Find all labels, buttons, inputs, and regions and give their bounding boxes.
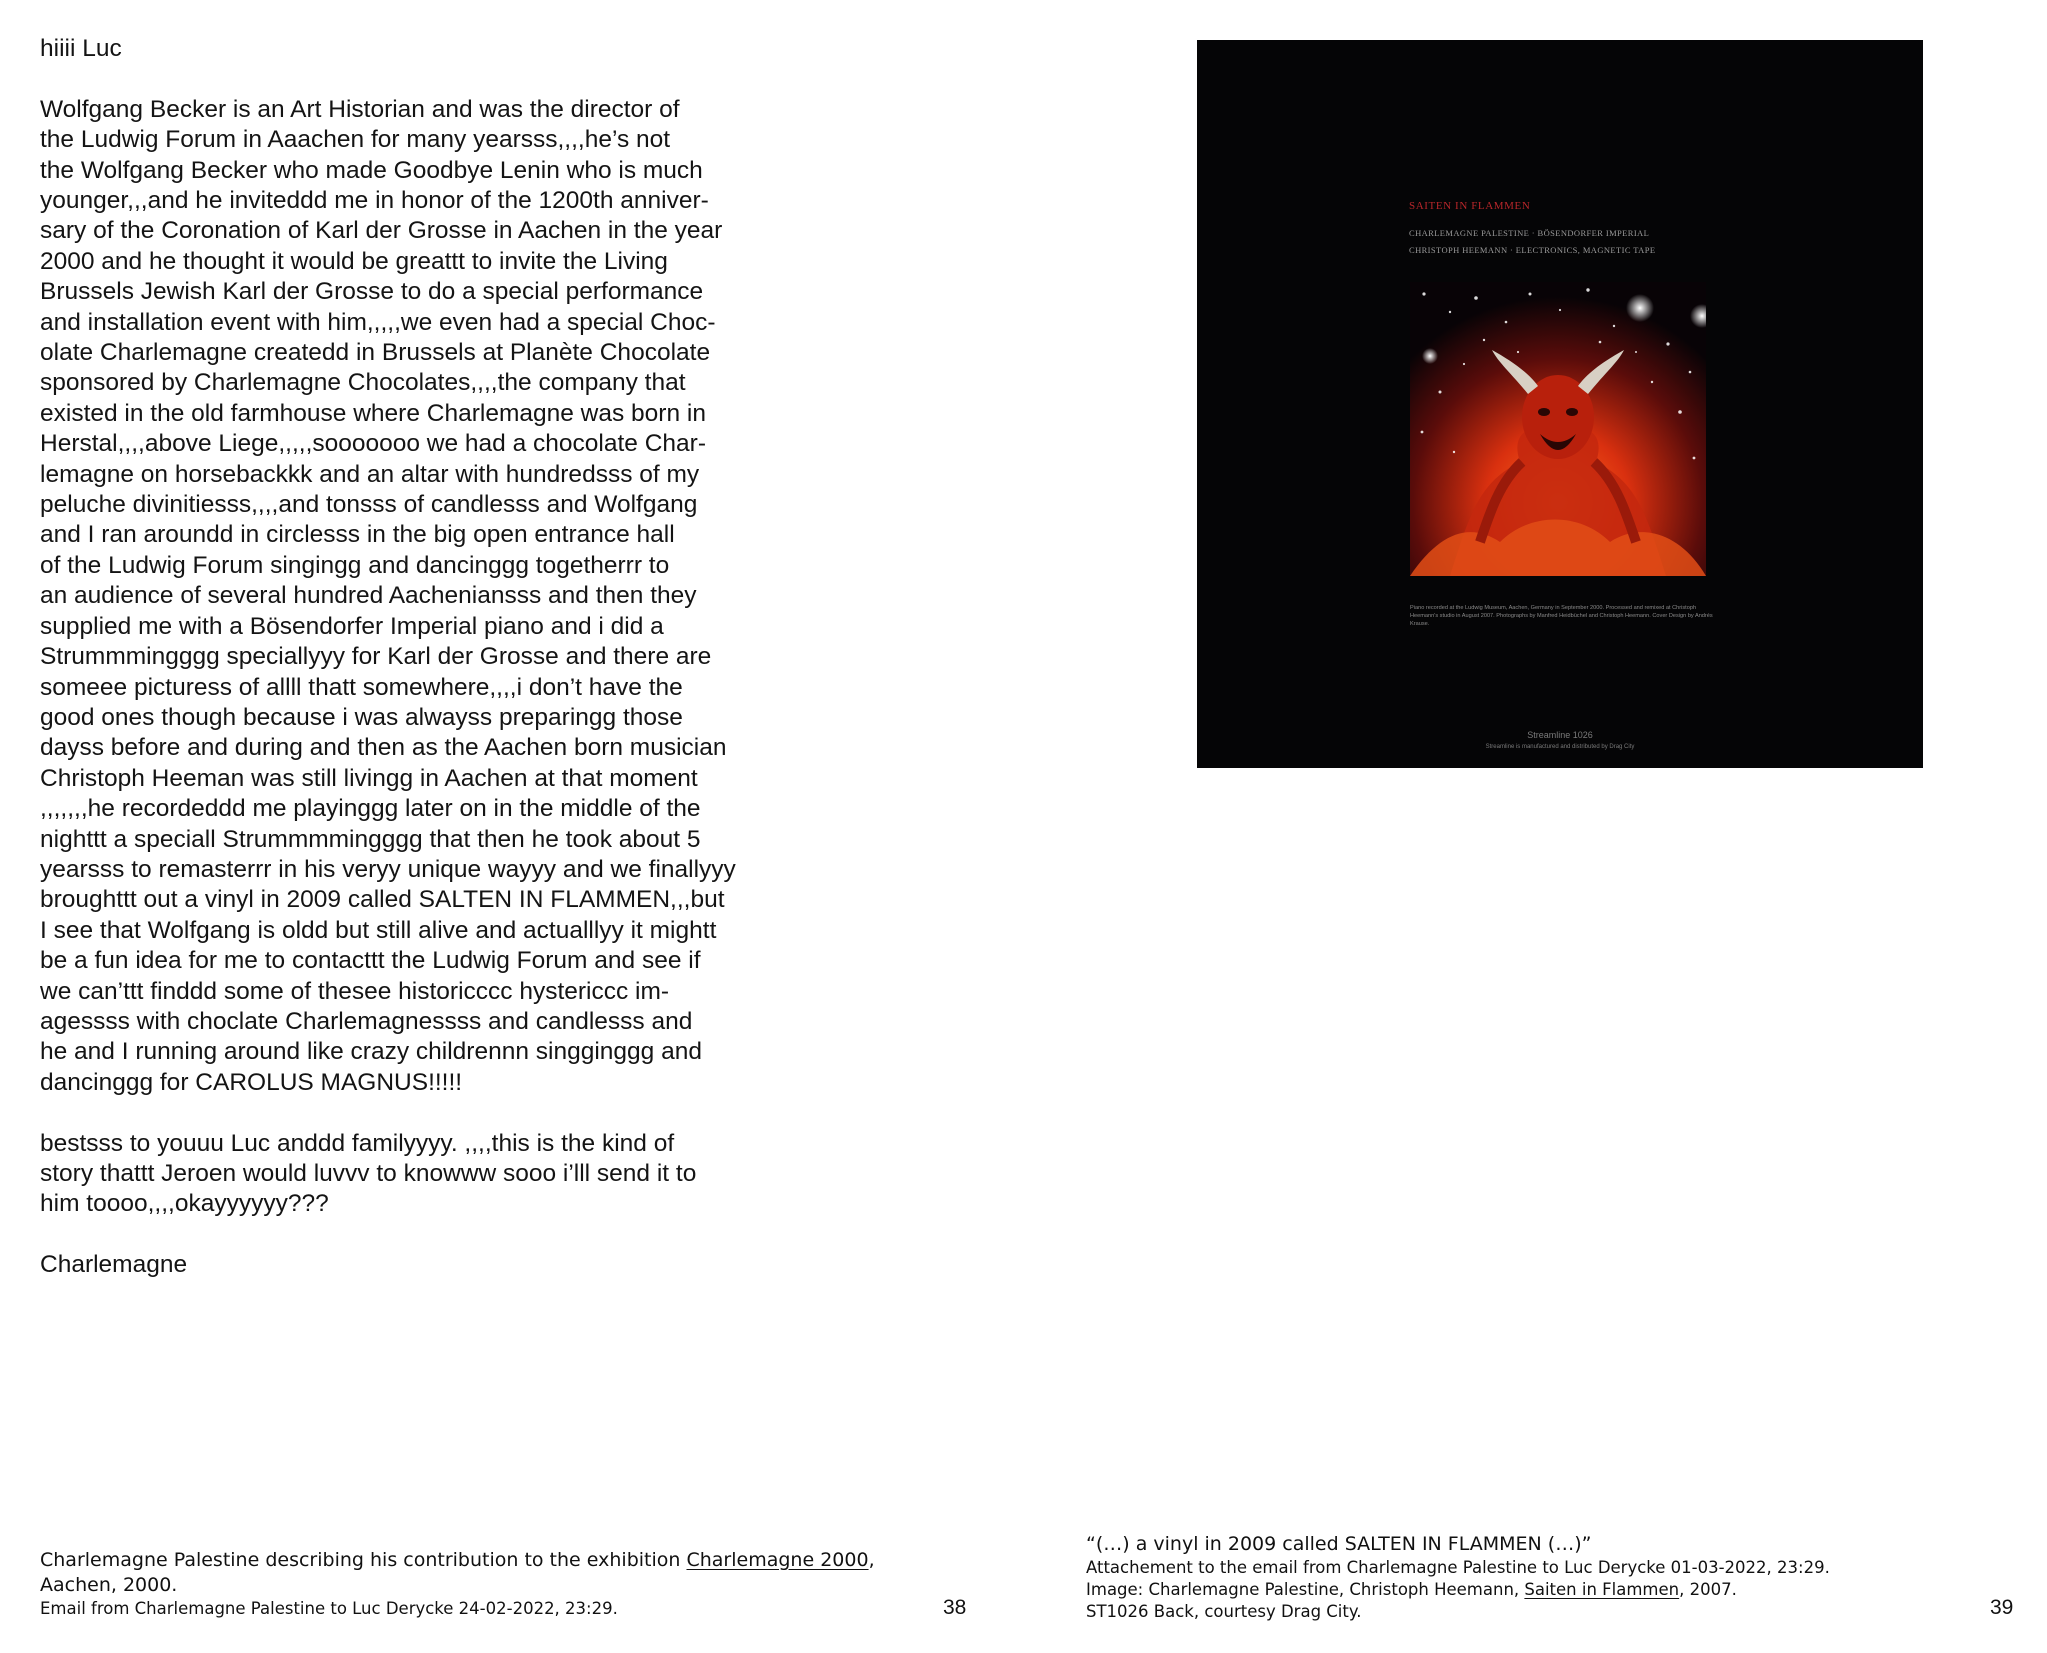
letter-line: and I ran aroundd in circlesss in the big open entrance hall [40,521,675,549]
letter-line: the Ludwig Forum in Aaachen for many yearsss,,,,he’s not [40,126,671,154]
letter-line: the Wolfgang Becker who made Goodbye Lenin who is much [40,156,703,184]
letter-line: Christoph Heeman was still livingg in Aachen at that moment [40,764,698,792]
caption-left-line-2: Aachen, 2000. [40,1574,178,1596]
record-artwork [1410,282,1706,576]
exhibition-title: Charlemagne 2000 [686,1549,869,1571]
letter-line: supplied me with a Bösendorfer Imperial piano and i did a [40,612,664,640]
letter-greeting: hiiii Luc [40,35,122,62]
letter-line: of the Ludwig Forum singingg and dancinggg togetherrr to [40,551,670,579]
letter-line: existed in the old farmhouse where Charlemagne was born in [40,399,706,427]
letter-line: him toooo,,,,okayyyyyy??? [40,1190,329,1218]
letter-line: an audience of several hundred Aacheniansss and then they [40,582,697,610]
record-credit-electronics: CHRISTOPH HEEMANN · ELECTRONICS, MAGNETIC TAPE [1409,245,1656,255]
letter-line: olate Charlemagne createdd in Brussels at Planète Chocolate [40,339,711,367]
letter-line: Strummmingggg speciallyyy for Karl der Grosse and there are [40,643,712,671]
caption-left-text: Charlemagne Palestine describing his contribution to the exhibition [40,1549,687,1571]
record-title: SAITEN IN FLAMMEN [1409,200,1531,212]
caption-right-source: ST1026 Back, courtesy Drag City. [1086,1602,1362,1621]
letter-signature: Charlemagne [40,1251,188,1279]
record-distribution-note: Streamline is manufactured and distributed by Drag City [1485,744,1635,750]
page-number-right: 39 [1990,1596,2014,1619]
letter-line: nighttt a speciall Strummmmingggg that then he took about 5 [40,825,701,853]
letter-line: Herstal,,,,above Liege,,,,,sooooooo we had a chocolate Char- [40,430,706,458]
letter-line: dancinggg for CAROLUS MAGNUS!!!!! [40,1068,463,1096]
record-credit-piano: CHARLEMAGNE PALESTINE · BÖSENDORFER IMPERIAL [1409,228,1650,238]
record-title-reference: Saiten in Flammen [1524,1580,1680,1599]
red-devil-figure-icon [1410,282,1706,576]
letter-line: bestsss to youuu Luc anddd familyyyy. ,,,,this is the kind of [40,1129,675,1157]
letter-line: broughttt out a vinyl in 2009 called SALTEN IN FLAMMEN,,,but [40,886,725,914]
letter-line: he and I running around like crazy childrennn singginggg and [40,1038,702,1066]
letter-line: dayss before and during and then as the Aachen born musician [40,734,727,762]
letter-line: someee picturess of allll thatt somewhere,,,,i don’t have the [40,673,683,701]
record-catalog-number: Streamline 1026 [1527,730,1593,740]
letter-line: and installation event with him,,,,,we even had a special Choc- [40,308,716,336]
letter-line: ,,,,,,,he recordeddd me playinggg later on in the middle of the [40,795,701,823]
letter-line: good ones though because i was alwayss preparingg those [40,703,683,731]
caption-right-quote: “(…) a vinyl in 2009 called SALTEN IN FLAMMEN (…)” [1086,1533,1592,1555]
letter-line: peluche divinitiesss,,,,and tonsss of candlesss and Wolfgang [40,491,698,519]
letter-closing [40,1129,800,1220]
letter-paragraph [40,95,800,1098]
caption-right [1086,1532,1936,1623]
letter-line: sponsored by Charlemagne Chocolates,,,,the company that [40,369,686,397]
letter-line: agessss with choclate Charlemagnessss and candlesss and [40,1007,693,1035]
letter-line: Wolfgang Becker is an Art Historian and was the director of [40,95,680,123]
caption-right-image-credit [1086,1579,1936,1601]
letter-line: I see that Wolfgang is oldd but still alive and actualllyy it mightt [40,916,717,944]
letter-line: lemagne on horsebackkk and an altar with hundredsss of my [40,460,700,488]
letter-line: sary of the Coronation of Karl der Grosse in Aachen in the year [40,217,723,245]
record-cover-image [1197,40,1923,768]
caption-left-email: Email from Charlemagne Palestine to Luc Derycke 24-02-2022, 23:29. [40,1599,618,1618]
letter-line: we can’ttt finddd some of thesee historicccc hystericcc im- [40,977,670,1005]
letter-line: Brussels Jewish Karl der Grosse to do a special performance [40,278,704,306]
letter-line: younger,,,and he inviteddd me in honor of the 1200th anniver- [40,187,709,215]
letter-line: yearsss to remasterrr in his veryy unique wayyy and we finallyyy [40,855,736,883]
record-liner-notes: Piano recorded at the Ludwig Museum, Aachen, Germany in September 2000. Processed and remixed at Christoph Heemann's studio in August 2007. Photographs by Manfred Heidbüchel and Christoph Heemann. Cover Design by Andrés Krause. [1410,605,1713,628]
letter-line: be a fun idea for me to contacttt the Ludwig Forum and see if [40,947,701,975]
caption-left [40,1548,920,1620]
letter-body [40,34,800,1281]
letter-line: story thattt Jeroen would luvvv to knowww sooo i’lll send it to [40,1160,697,1187]
caption-left-comma: , [868,1549,875,1571]
caption-left-line-1 [40,1548,920,1573]
caption-right-attachment: Attachement to the email from Charlemagne Palestine to Luc Derycke 01-03-2022, 23:29. [1086,1558,1830,1577]
image-credit-year: , 2007. [1679,1580,1737,1599]
letter-line: 2000 and he thought it would be greattt to invite the Living [40,247,668,275]
image-credit-text: Image: Charlemagne Palestine, Christoph Heemann, [1086,1580,1525,1599]
page-number-left: 38 [943,1596,967,1619]
